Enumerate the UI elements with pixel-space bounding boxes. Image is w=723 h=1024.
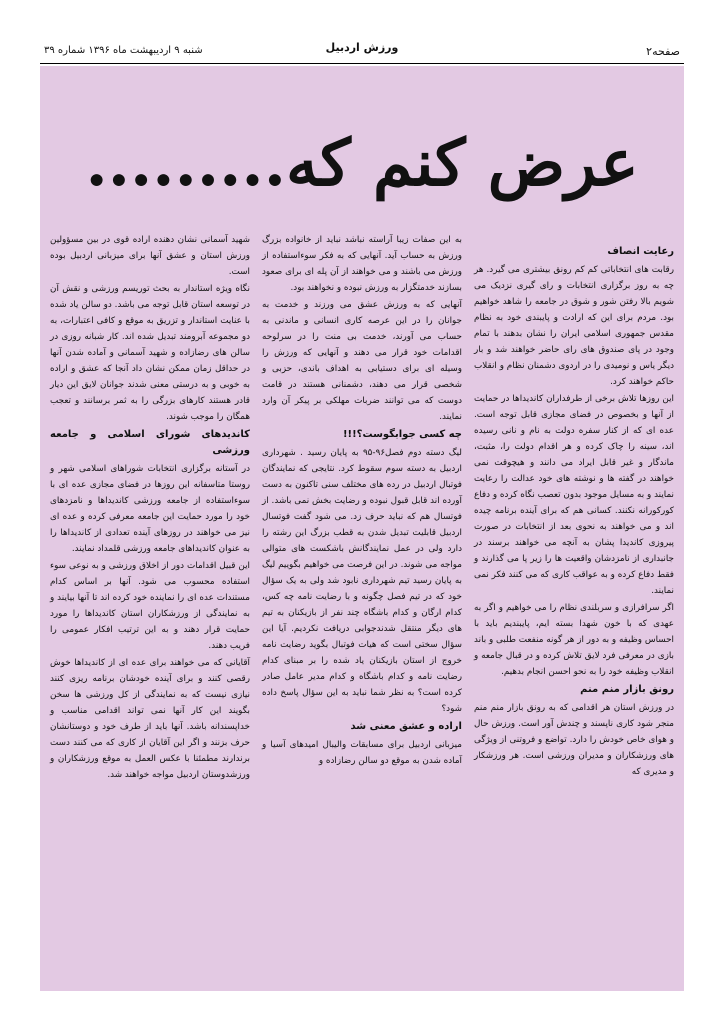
masthead-title: عرض کنم که.........	[85, 126, 639, 201]
paragraph: لیگ دسته دوم فصل۹۶-۹۵ به پایان رسید . شهرداری اردبیل به دسته سوم سقوط کرد. نتایجی که نمایندگان فوتبال اردبیل در رده های مختلف سنی تاکنون به دست آورده اند قابل قبول نبوده و رضایت بخش نمی باشد. از فوتسال هم که نباید حرف زد. می شود گفت فوتسال اردبیل قابلیت تبدیل شدن به قطب بزرگ این رشته را دارد ولی در عمل نمایندگانش باشکست های متوالی مواجه می شوند. در این فرصت می خواهیم بگوییم لیگ به پایان رسید تیم شهرداری نابود شد ولی به یک سؤال خود که در تیم فصل چگونه و با رضایت نامه چه کس، کدام ارگان و کدام باشگاه چند نفر از بازیکنان به تیم های دیگر منتقل شدندجوابی دریافت نکردیم. آیا این سؤال سختی است که هیات فوتبال بگوید رضایت نامه خروج از استان بازیکنان یاد شده را بر مبنای کدام رضایت نامه و کدام باشگاه و کدام مدیر عامل صادر کرده است؟ به نظر شما نباید به این سؤال پاسخ داده شود؟	[262, 448, 462, 714]
section-heading: چه کسی جوابگوست؟!!!	[343, 429, 462, 440]
section-heading: رونق بازار منم منم	[580, 684, 674, 695]
paragraph: آنهایی که به ورزش عشق می ورزند و خدمت به جوانان را در این عرصه کاری انسانی و ماندنی به حساب می آورند، خدمت بی منت را در سرلوحه اقدامات خود قرار می دهند و آنهایی که ورزش را وسیله ای برای دستیابی به اهداف باندی، حزبی و شخصی قرار می دهند، دشمنانی هستند در قامت دوست که می توانند ضربات مهلکی بر پیکر آن وارد نمایند.	[262, 300, 462, 422]
section-heading: کاندیدهای شورای اسلامی و جامعه ورزشی	[50, 429, 250, 456]
section-heading: رعایت انصاف	[607, 246, 674, 257]
paragraph: به این صفات زیبا آراسته نباشد نباید از خانواده بزرگ ورزش به حساب آید. آنهایی که به فکر سوءاستفاده از ورزش می باشند و می خواهند از آن پله ای برای صعود بسازند خدمتگزار به ورزش نبوده و نخواهند بود.	[262, 235, 462, 293]
paragraph: میزبانی اردبیل برای مسابقات والیبال امیدهای آسیا و آماده شدن به موقع دو سالن رضازاده و	[262, 740, 462, 766]
paragraph: این قبیل اقدامات دور از اخلاق ورزشی و به نوعی سوء استفاده محسوب می شود. آنها بر اساس کدام مستندات عده ای را نماینده خود کرده اند تا آنها بیایند و به نمایندگی از ورزشکاران استان کاندیداها را مورد حمایت قرار دهند و به این ترتیب افکار عمومی را فریب دهند.	[50, 561, 250, 651]
column-1	[474, 242, 674, 781]
page-number: صفحه۲	[646, 45, 680, 58]
article-panel	[40, 66, 684, 991]
paragraph: رقابت های انتخاباتی کم کم رونق بیشتری می گیرد. هر چه به روز برگزاری انتخابات و رای گیری نزدیک می شویم بالا رفتن شور و شوق در جامعه را شاهد خواهیم بود. مردم برای این که ارادت و پایبندی خود به نظام مقدس جمهوری اسلامی ایران را نشان بدهند با تمام وجود در پای صندوق های رای حاضر خواهند شد و بار دیگر یاس و نومیدی را در اردوی دشمنان نظام و انقلاب حاکم خواهند کرد.	[474, 265, 674, 387]
paragraph: در آستانه برگزاری انتخابات شوراهای اسلامی شهر و روستا متاسفانه این روزها در فضای مجازی عده ای با سوءاستفاده از جامعه ورزشی کاندیداها و نامزدهای خود را مورد حمایت این جامعه معرفی کرده و عده ای نیز می خواهند در روزهای آینده تعدادی از کاندیداها را به عنوان کاندیداهای جامعه ورزشی قلمداد نمایند.	[50, 464, 250, 554]
paragraph: نگاه ویژه استاندار به بحث توریسم ورزشی و نقش آن در توسعه استان قابل توجه می باشد. دو سالن یاد شده با عنایت استاندار و تزریق به موقع و کافی اعتبارات، به دو مجموعه آبرومند تبدیل شده اند. کار شبانه روزی در سالن های رضازاده و شهید آسمانی و آماده شدن آنها در حداقل زمان ممکن نشان داد آنجا که عشق و اراده به خوبی و به درستی معنی شدند جوانان لایق این دیار قادر هستند کارهای بزرگی را به ثمر برسانند و تعجب همگان را موجب شوند.	[50, 284, 250, 422]
paragraph: در ورزش استان هر اقدامی که به رونق بازار منم منم منجر شود کاری ناپسند و چندش آور است. ورزش حال و هوای خاص خودش را دارد. تواضع و فروتنی از ویژگی های ورزشکاران و مدیران ورزشی است. هر ورزشکار و مدیری که	[474, 703, 674, 777]
paragraph: این روزها تلاش برخی از طرفداران کاندیداها در حمایت از آنها و بخصوص در فضای مجازی قابل توجه است. عده ای که از کنار سفره دولت به نام و نانی رسیده اند، سینه را چاک کرده و هر اقدام دولت را، مثبت، ماندگار و غیر قابل ایراد می دانند و هیچوقت نمی خواهند در گفته ها و نوشته های خود عدالت را رعایت نمایند و به مسایل موجود بدون تعصب نگاه کرده و دفاع کورکورانه نکنند. کسانی هم که برای آینده برنامه چیده اند و می خواهند به نحوی بعد از انتخابات در صورت پیروزی کاندیدا پشان به آنچه می خواهند برسند در جانبداری از نامزدشان واقعیت ها را زیر پا می گذارند و فقط دفاع کرده و به عواقب کاری که می کنند فکر نمی نمایند.	[473, 394, 674, 596]
issue-info: شنبه ۹ اردیبهشت ماه ۱۳۹۶ شماره ۳۹	[44, 45, 203, 56]
column-3	[50, 232, 250, 784]
paragraph: اگر سرافرازی و سربلندی نظام را می خواهیم و اگر به عهدی که با خون شهدا بسته ایم، پایبندیم باید با احساس وظیفه و به دور از هر گونه منفعت طلبی و باند بازی در معرفی فرد لایق تلاش کرده و در قبال جامعه و انقلاب وظیفه خود را به نحو احسن انجام بدهیم.	[474, 603, 674, 677]
column-2	[262, 232, 462, 770]
section-heading: اراده و عشق معنی شد	[350, 721, 462, 732]
paragraph: شهید آسمانی نشان دهنده اراده قوی در بین مسؤولین ورزش استان و عشق آنها برای میزبانی اردبیل بوده است.	[50, 235, 250, 277]
publication-title: ورزش اردبیل	[325, 41, 399, 54]
paragraph: آقایانی که می خواهند برای عده ای از کاندیداها خوش رقصی کنند و برای آینده خودشان برنامه ریزی کنند نیازی نیست که به نمایندگی از کل ورزشی ها سخن بگویند این کار آنها نمی تواند اقدامی مناسب و خداپسندانه باشد. آنها باید از طرف خود و دوستانشان حرف بزنند و اگر این آقایان از کاری که می کنند دست برندارند مطمئنا با عکس العمل به موقع ورزشکاران و ورزشدوستان اردبیل مواجه خواهند شد.	[50, 658, 250, 780]
page-header	[40, 41, 684, 64]
